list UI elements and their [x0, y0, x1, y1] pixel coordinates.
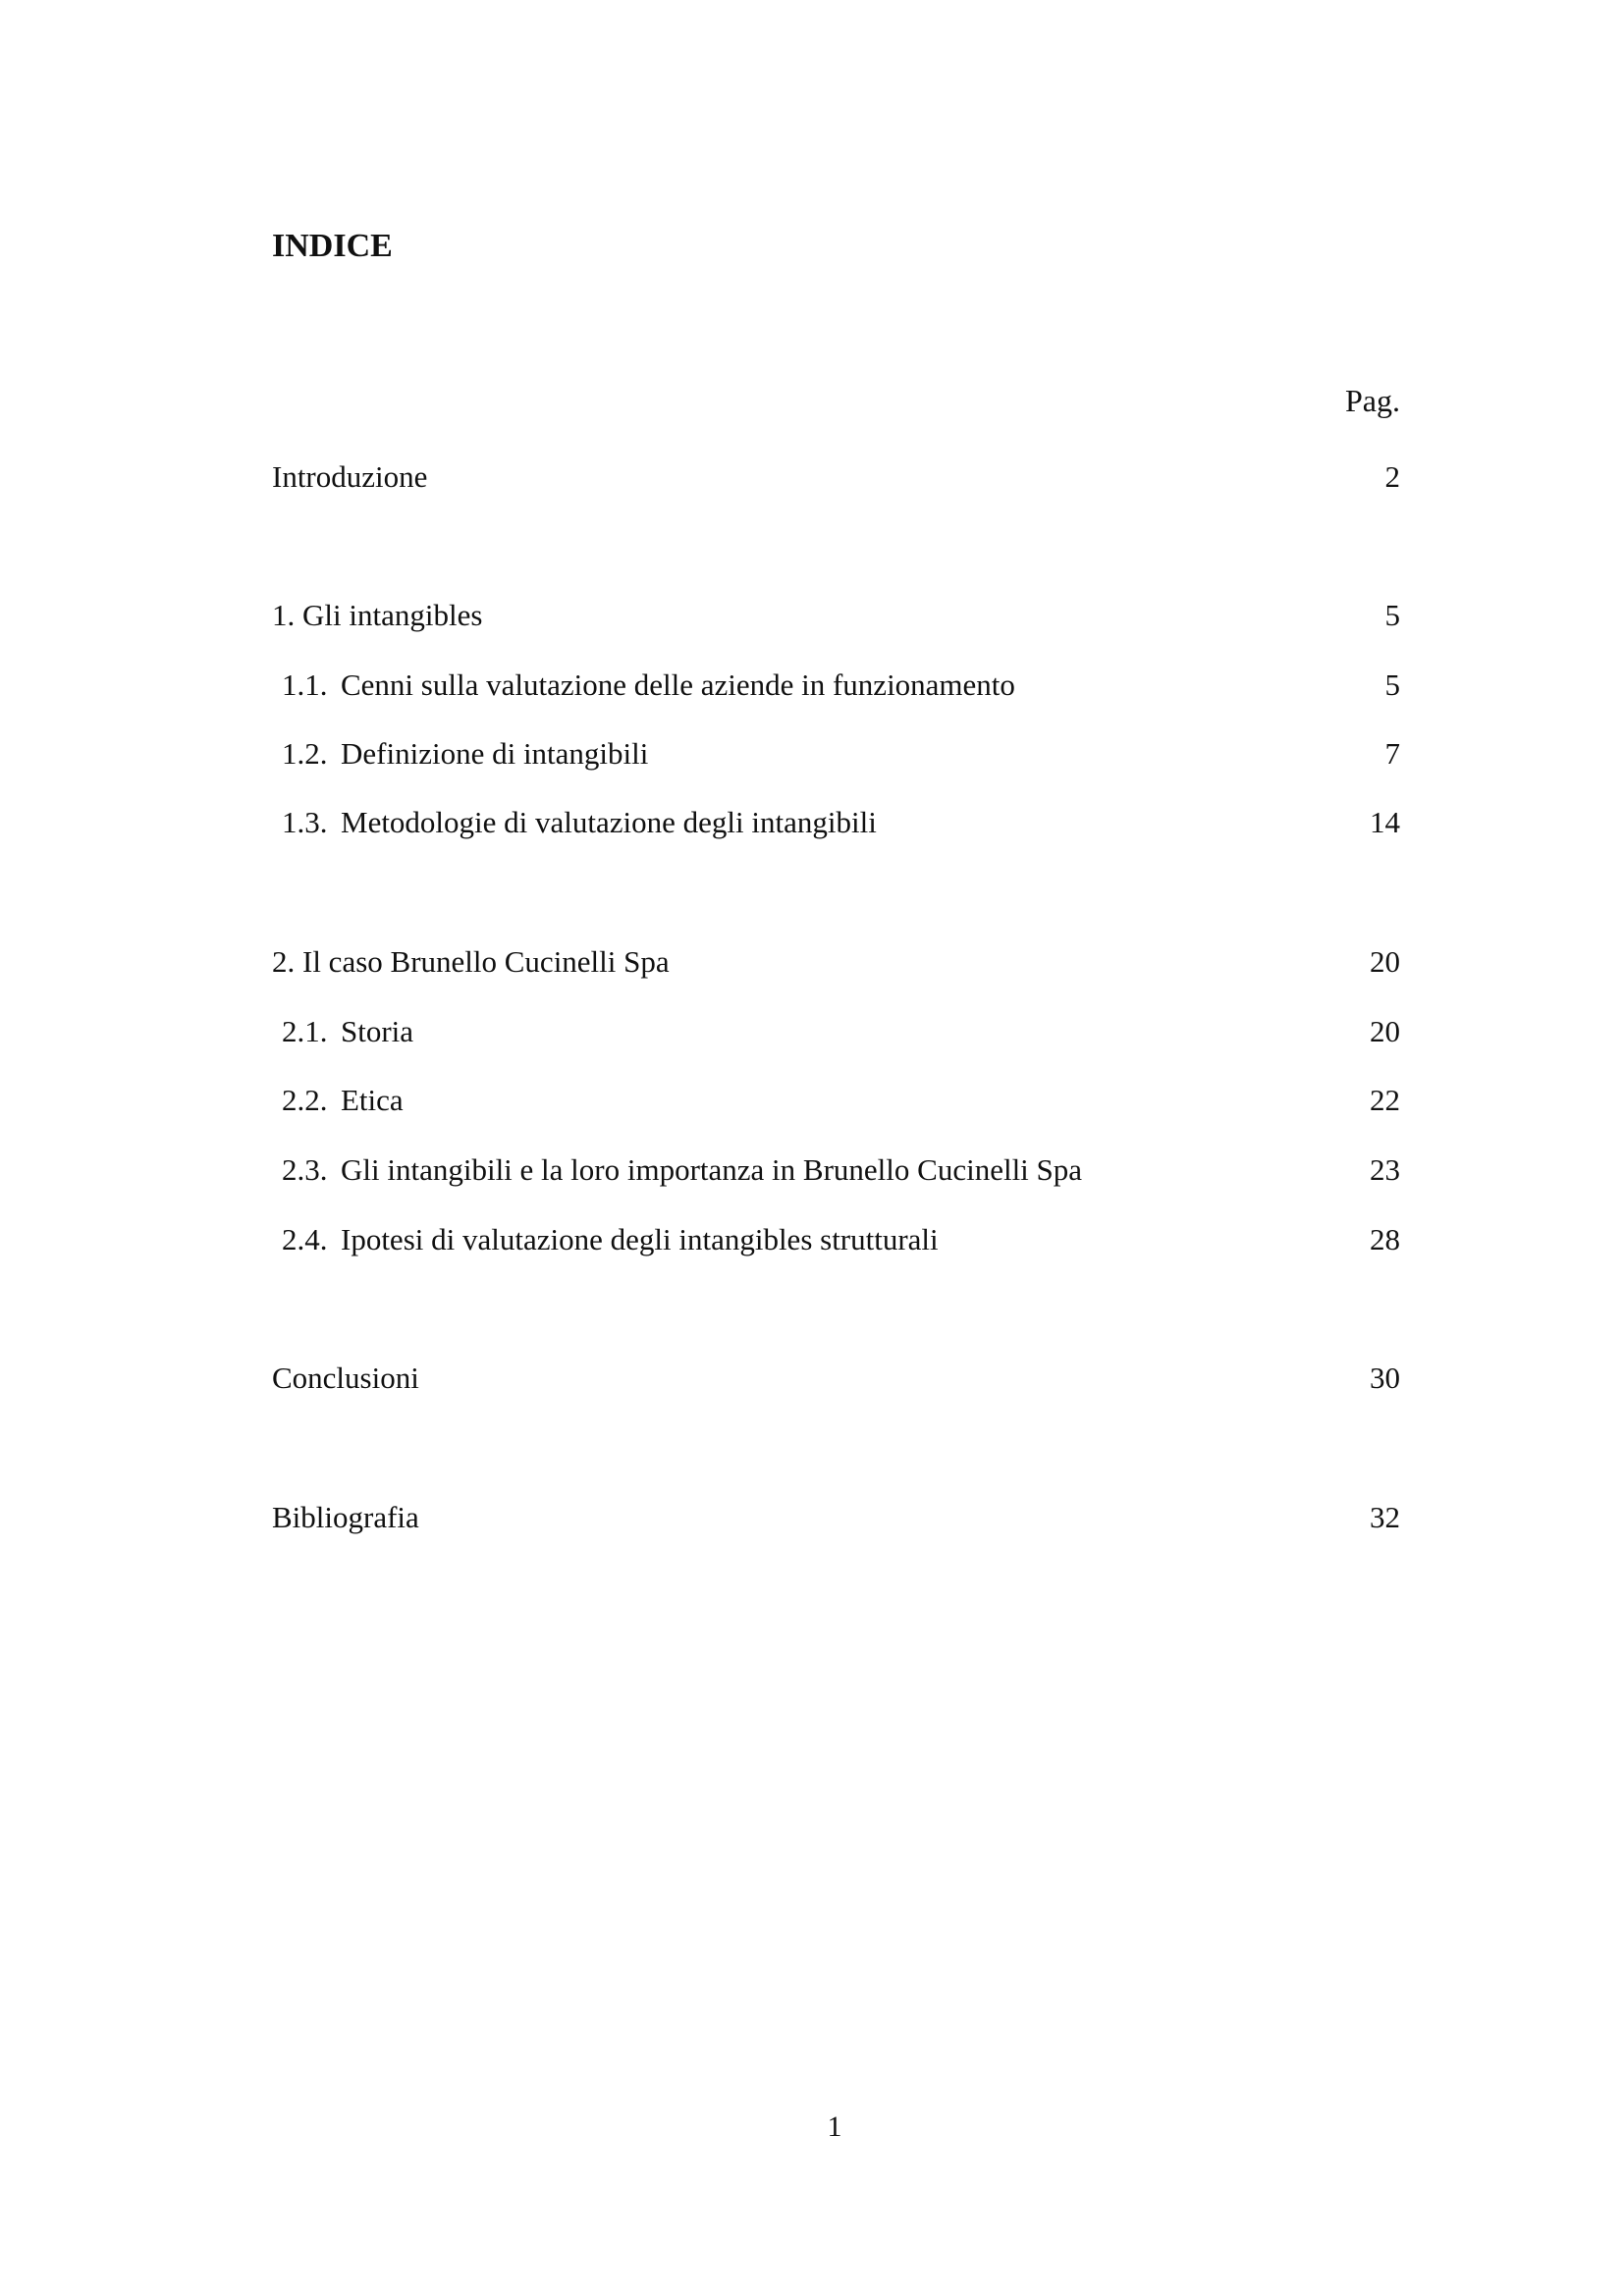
toc-entry-page: 7 [1384, 736, 1400, 771]
toc-entry-page: 32 [1370, 1500, 1400, 1534]
toc-entry-page: 14 [1370, 805, 1400, 839]
toc-entry-label [282, 1012, 413, 1051]
toc-entry-label [282, 734, 648, 774]
toc-entry-number: 2.1. [282, 1014, 328, 1048]
toc-entry-number: 2.4. [282, 1222, 328, 1256]
toc-entry-page: 30 [1370, 1361, 1400, 1395]
toc-entry-chapter-1[interactable] [272, 596, 1400, 635]
toc-entry-page: 2 [1384, 459, 1400, 494]
toc-entry-conclusioni[interactable] [272, 1359, 1400, 1398]
toc-entry-page: 20 [1370, 1014, 1400, 1048]
toc-entry-label [282, 1150, 1082, 1190]
toc-entry-chapter-2[interactable] [272, 942, 1400, 982]
toc-entry-page: 22 [1370, 1083, 1400, 1117]
toc-entry-page: 28 [1370, 1222, 1400, 1256]
toc-entry-title: Metodologie di valutazione degli intangibili [341, 805, 877, 839]
toc-entry-label: Bibliografia [272, 1500, 419, 1534]
page-title: INDICE [272, 228, 393, 264]
toc-entry-bibliografia[interactable] [272, 1498, 1400, 1537]
toc-entry-label [282, 803, 877, 842]
toc-entry-section-2-2[interactable] [282, 1081, 1400, 1120]
toc-entry-title: Storia [341, 1014, 414, 1048]
toc-entry-section-2-1[interactable] [282, 1012, 1400, 1051]
toc-entry-label [282, 1220, 939, 1259]
toc-entry-page: 23 [1370, 1152, 1400, 1187]
toc-entry-title: Gli intangibili e la loro importanza in Brunello Cucinelli Spa [341, 1152, 1083, 1187]
page-number: 1 [827, 2110, 842, 2143]
toc-entry-number: 1.1. [282, 667, 328, 702]
toc-entry-introduzione[interactable] [272, 457, 1400, 497]
toc-entry-page: 20 [1370, 944, 1400, 979]
toc-entry-number: 1.2. [282, 736, 328, 771]
toc-entry-label: 2. Il caso Brunello Cucinelli Spa [272, 944, 670, 979]
toc-entry-title: Ipotesi di valutazione degli intangibles strutturali [341, 1222, 939, 1256]
toc-entry-title: Etica [341, 1083, 404, 1117]
toc-entry-section-1-1[interactable] [282, 666, 1400, 705]
toc-entry-page: 5 [1384, 667, 1400, 702]
toc-entry-number: 2.2. [282, 1083, 328, 1117]
page-column-header: Pag. [1345, 383, 1400, 418]
toc-entry-title: Cenni sulla valutazione delle aziende in funzionamento [341, 667, 1015, 702]
toc-entry-label: Conclusioni [272, 1361, 419, 1395]
toc-entry-label: Introduzione [272, 459, 428, 494]
toc-entry-label [282, 666, 1015, 705]
toc-entry-number: 1.3. [282, 805, 328, 839]
toc-entry-number: 2.3. [282, 1152, 328, 1187]
toc-entry-label: 1. Gli intangibles [272, 598, 483, 632]
toc-entry-label [282, 1081, 404, 1120]
toc-entry-page: 5 [1384, 598, 1400, 632]
toc-entry-section-2-4[interactable] [282, 1220, 1400, 1259]
toc-entry-section-1-3[interactable] [282, 803, 1400, 842]
toc-entry-title: Definizione di intangibili [341, 736, 649, 771]
toc-entry-section-1-2[interactable] [282, 734, 1400, 774]
toc-entry-section-2-3[interactable] [282, 1150, 1400, 1190]
